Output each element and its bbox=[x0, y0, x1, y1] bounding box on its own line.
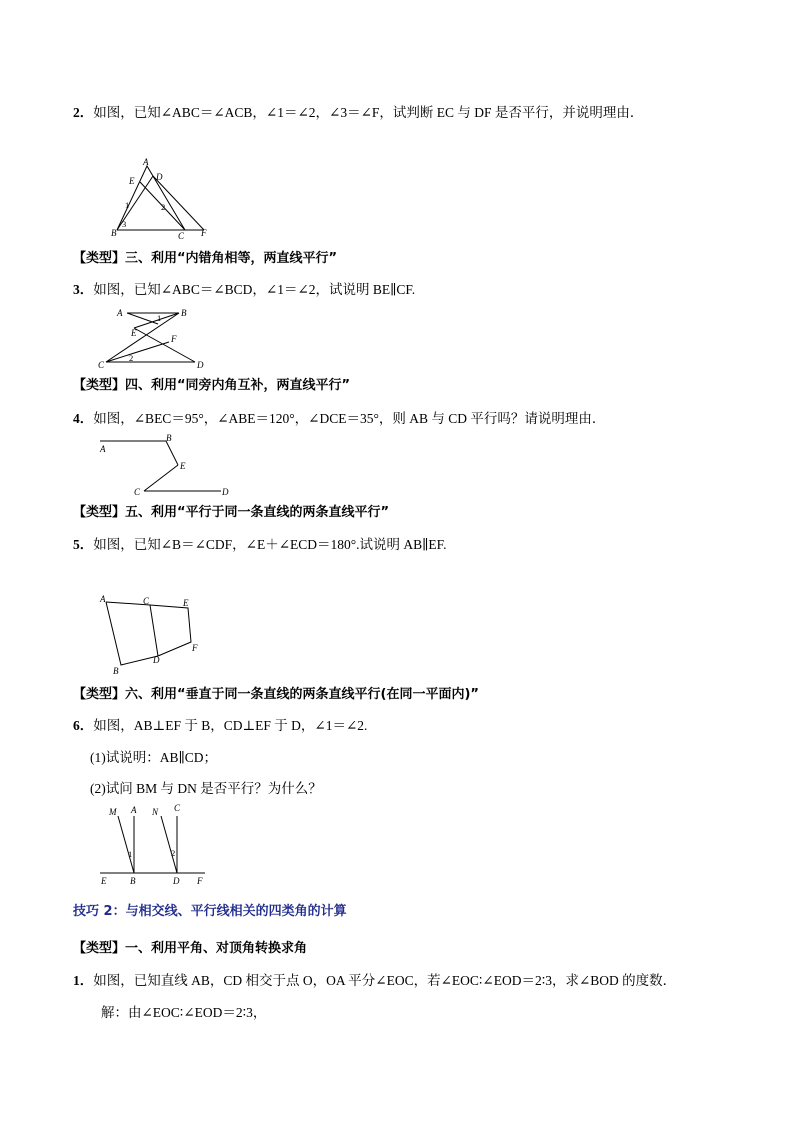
problem-4 bbox=[73, 410, 605, 428]
label-C: C bbox=[174, 803, 181, 813]
problem-3 bbox=[73, 281, 415, 299]
problem-number: 6． bbox=[73, 718, 94, 733]
type-heading-3: 【类型】三、利用“内错角相等，两直线平行” bbox=[73, 251, 338, 266]
type-heading-4: 【类型】四、利用“同旁内角互补，两直线平行” bbox=[73, 378, 351, 393]
label-N: N bbox=[152, 807, 159, 817]
problem-text: 如图，已知∠B＝∠CDF，∠E＋∠ECD＝180°.试说明 AB∥EF. bbox=[93, 537, 447, 552]
label-F: F bbox=[171, 334, 177, 344]
skill-2-heading: 技巧 2：与相交线、平行线相关的四类角的计算 bbox=[73, 904, 347, 919]
label-E: E bbox=[180, 461, 186, 471]
figure-2 bbox=[110, 156, 220, 240]
label-A: A bbox=[100, 444, 106, 454]
label-F: F bbox=[192, 643, 198, 653]
label-E: E bbox=[131, 328, 137, 338]
type-heading-6: 【类型】六、利用“垂直于同一条直线的两条直线平行(在同一平面内)” bbox=[73, 687, 479, 702]
problem-6 bbox=[73, 717, 367, 735]
label-M: M bbox=[109, 807, 117, 817]
label-D: D bbox=[173, 876, 180, 886]
solution-line: 解：由∠EOC∶∠EOD＝2∶3， bbox=[101, 1005, 267, 1020]
problem-text: 如图，已知直线 AB，CD 相交于点 O，OA 平分∠EOC，若∠EOC∶∠EOD＝2∶3，求∠BOD 的度数． bbox=[93, 973, 677, 988]
label-A: A bbox=[143, 157, 149, 167]
figure-3 bbox=[94, 306, 214, 368]
label-C: C bbox=[178, 231, 185, 241]
label-C: C bbox=[143, 596, 150, 606]
label-B: B bbox=[181, 308, 187, 318]
label-B: B bbox=[113, 666, 119, 676]
problem-2 bbox=[73, 104, 643, 122]
figure-4 bbox=[94, 432, 244, 500]
problem-text: 如图，∠BEC＝95°，∠ABE＝120°，∠DCE＝35°，则 AB 与 CD 平行吗？请说明理由． bbox=[93, 411, 606, 426]
figure-5 bbox=[96, 592, 208, 678]
label-E: E bbox=[101, 876, 107, 886]
problem-number: 1． bbox=[73, 973, 94, 988]
label-A: A bbox=[100, 594, 106, 604]
problem-text: 如图，AB⊥EF 于 B，CD⊥EF 于 D，∠1＝∠2. bbox=[93, 718, 368, 733]
label-F: F bbox=[201, 228, 207, 238]
label-E: E bbox=[183, 598, 189, 608]
problem-text: 如图，已知∠ABC＝∠BCD，∠1＝∠2，试说明 BE∥CF. bbox=[93, 282, 416, 297]
type-heading-1: 【类型】一、利用平角、对顶角转换求角 bbox=[73, 941, 308, 956]
angle-1: 1 bbox=[128, 849, 133, 859]
label-E: E bbox=[129, 176, 135, 186]
label-B: B bbox=[111, 228, 117, 238]
angle-1: 1 bbox=[125, 200, 130, 210]
angle-2: 2 bbox=[129, 353, 134, 363]
angle-2: 2 bbox=[171, 848, 176, 858]
label-C: C bbox=[134, 487, 141, 497]
angle-2: 2 bbox=[161, 202, 166, 212]
angle-3: 3 bbox=[122, 219, 127, 229]
label-D: D bbox=[156, 172, 163, 182]
label-F: F bbox=[197, 876, 203, 886]
problem-number: 2． bbox=[73, 105, 94, 120]
problem-number: 4． bbox=[73, 411, 94, 426]
type-heading-5: 【类型】五、利用“平行于同一条直线的两条直线平行” bbox=[73, 505, 390, 520]
problem-number: 3． bbox=[73, 282, 94, 297]
label-B: B bbox=[166, 433, 172, 443]
figure-6 bbox=[96, 802, 216, 888]
angle-1: 1 bbox=[157, 313, 162, 323]
label-A: A bbox=[117, 308, 123, 318]
problem-6-question-2: (2)试问 BM 与 DN 是否平行？为什么？ bbox=[90, 781, 322, 796]
problem-text: 如图，已知∠ABC＝∠ACB，∠1＝∠2，∠3＝∠F，试判断 EC 与 DF 是否平行，并说明理由． bbox=[93, 105, 644, 120]
label-A: A bbox=[131, 805, 137, 815]
label-C: C bbox=[98, 360, 105, 370]
label-D: D bbox=[153, 655, 160, 665]
label-D: D bbox=[222, 487, 229, 497]
problem-6-question-1: (1)试说明：AB∥CD； bbox=[90, 750, 217, 765]
problem-1 bbox=[73, 972, 676, 990]
label-B: B bbox=[130, 876, 136, 886]
label-D: D bbox=[197, 360, 204, 370]
problem-number: 5． bbox=[73, 537, 94, 552]
problem-5 bbox=[73, 536, 446, 554]
